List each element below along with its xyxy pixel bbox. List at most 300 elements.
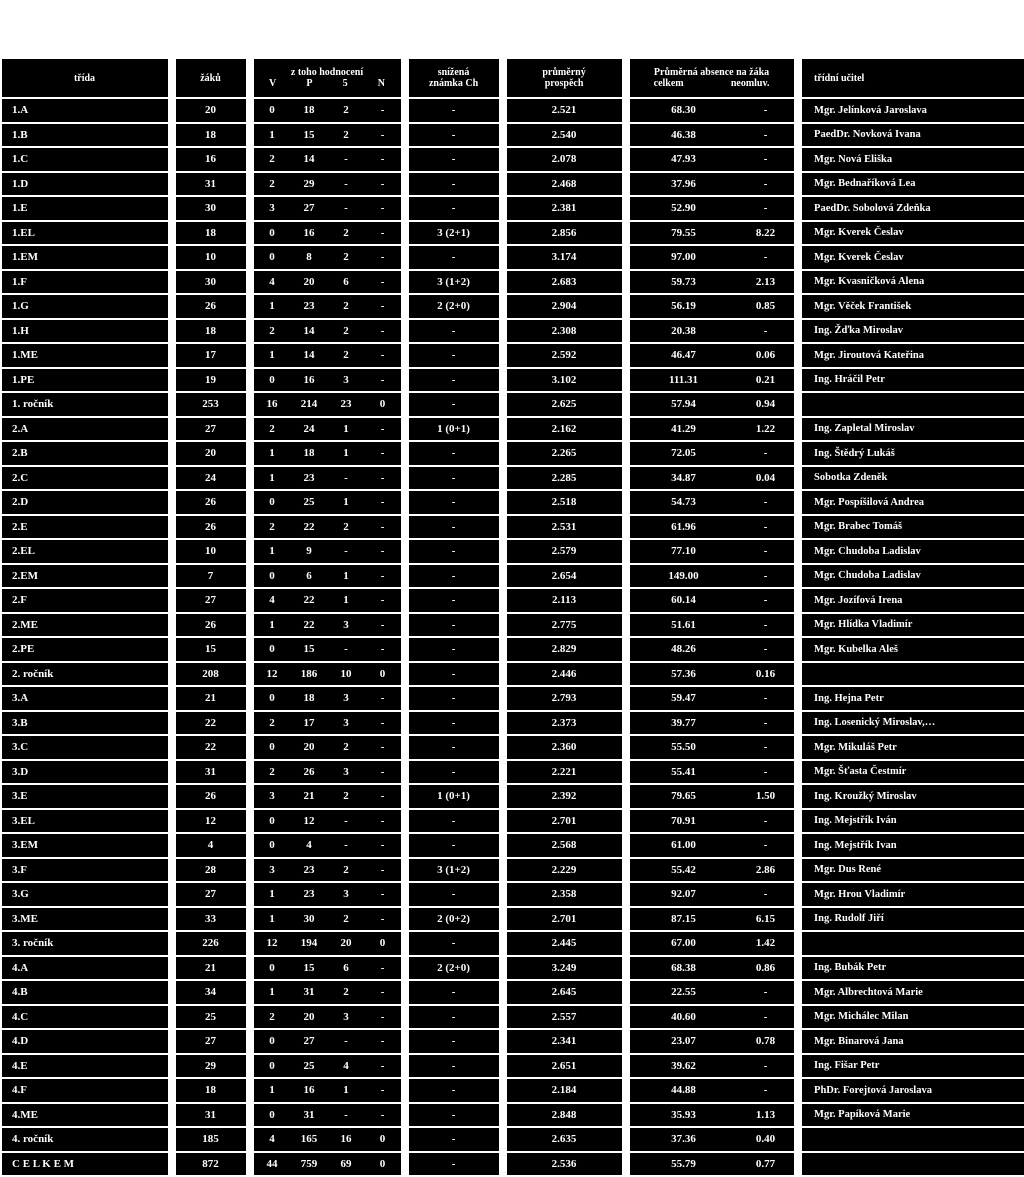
- pupils-cell: 25: [176, 1006, 246, 1029]
- absence-total-cell: 22.55: [630, 981, 738, 1004]
- teacher-cell: Mgr. Papíková Marie: [802, 1104, 1024, 1127]
- grade-5-cell: 3: [328, 369, 365, 392]
- grade-p-cell: 214: [291, 393, 328, 416]
- average-cell: 2.625: [507, 393, 622, 416]
- average-cell: 2.521: [507, 99, 622, 122]
- absence-unexcused-cell: -: [738, 173, 794, 196]
- grade-n-cell: -: [365, 810, 401, 833]
- average-cell: 2.285: [507, 467, 622, 490]
- average-cell: 2.445: [507, 932, 622, 955]
- grade-5-cell: 2: [328, 516, 365, 539]
- class-cell: 2.EL: [2, 540, 168, 563]
- grade-p-cell: 194: [291, 932, 328, 955]
- class-cell: 1.C: [2, 148, 168, 171]
- teacher-cell: Ing. Fišar Petr: [802, 1055, 1024, 1078]
- grade-5-cell: 69: [328, 1153, 365, 1176]
- grade-5-cell: 3: [328, 614, 365, 637]
- class-cell: 3.EM: [2, 834, 168, 857]
- teacher-cell: Mgr. Kverek Česlav: [802, 246, 1024, 269]
- table-row: [2, 614, 1024, 637]
- grade-n-cell: -: [365, 516, 401, 539]
- grade-5-cell: -: [328, 834, 365, 857]
- average-cell: 2.856: [507, 222, 622, 245]
- table-row: [2, 369, 1024, 392]
- grade-v-cell: 0: [254, 687, 291, 710]
- class-cell: 1. ročník: [2, 393, 168, 416]
- absence-unexcused-cell: -: [738, 99, 794, 122]
- teacher-cell: Mgr. Mikuláš Petr: [802, 736, 1024, 759]
- grade-p-cell: 29: [291, 173, 328, 196]
- behaviour-grade-cell: -: [409, 834, 499, 857]
- absence-total-cell: 35.93: [630, 1104, 738, 1127]
- grade-5-cell: 2: [328, 859, 365, 882]
- absence-total-cell: 59.47: [630, 687, 738, 710]
- absence-unexcused-cell: -: [738, 589, 794, 612]
- grade-v-cell: 3: [254, 197, 291, 220]
- grade-p-cell: 4: [291, 834, 328, 857]
- teacher-cell: Sobotka Zdeněk: [802, 467, 1024, 490]
- class-cell: 1.PE: [2, 369, 168, 392]
- absence-unexcused-cell: 0.78: [738, 1030, 794, 1053]
- grade-5-cell: 3: [328, 712, 365, 735]
- absence-total-cell: 68.38: [630, 957, 738, 980]
- table-row: [2, 589, 1024, 612]
- table-row: [2, 1030, 1024, 1053]
- grade-5-cell: 6: [328, 957, 365, 980]
- teacher-cell: Mgr. Šťasta Čestmír: [802, 761, 1024, 784]
- absence-unexcused-cell: 1.22: [738, 418, 794, 441]
- teacher-cell: Mgr. Jozífová Irena: [802, 589, 1024, 612]
- table-row: [2, 736, 1024, 759]
- grade-p-cell: 27: [291, 1030, 328, 1053]
- absence-total-cell: 70.91: [630, 810, 738, 833]
- behaviour-grade-cell: -: [409, 393, 499, 416]
- absence-unexcused-cell: -: [738, 148, 794, 171]
- pupils-cell: 27: [176, 589, 246, 612]
- absence-total-cell: 57.94: [630, 393, 738, 416]
- absence-total-cell: 77.10: [630, 540, 738, 563]
- pupils-cell: 26: [176, 614, 246, 637]
- average-cell: 2.162: [507, 418, 622, 441]
- grade-5-cell: -: [328, 148, 365, 171]
- average-cell: 2.683: [507, 271, 622, 294]
- grade-n-cell: -: [365, 761, 401, 784]
- absence-total-cell: 149.00: [630, 565, 738, 588]
- average-cell: 2.579: [507, 540, 622, 563]
- absence-total-cell: 61.96: [630, 516, 738, 539]
- grade-p-cell: 18: [291, 687, 328, 710]
- grade-n-cell: 0: [365, 932, 401, 955]
- grade-5-cell: 2: [328, 124, 365, 147]
- class-cell: 4.ME: [2, 1104, 168, 1127]
- absence-total-cell: 61.00: [630, 834, 738, 857]
- class-cell: 1.A: [2, 99, 168, 122]
- absence-total-cell: 92.07: [630, 883, 738, 906]
- behaviour-grade-cell: -: [409, 1128, 499, 1151]
- average-cell: 2.265: [507, 442, 622, 465]
- pupils-cell: 26: [176, 491, 246, 514]
- summary-row: [2, 663, 1024, 686]
- absence-total-cell: 59.73: [630, 271, 738, 294]
- pupils-cell: 208: [176, 663, 246, 686]
- grade-p-cell: 23: [291, 295, 328, 318]
- grade-v-cell: 2: [254, 761, 291, 784]
- pupils-cell: 31: [176, 173, 246, 196]
- grade-5-cell: 2: [328, 222, 365, 245]
- behaviour-grade-cell: -: [409, 1153, 499, 1176]
- behaviour-grade-cell: -: [409, 810, 499, 833]
- absence-unexcused-cell: -: [738, 712, 794, 735]
- grade-v-cell: 0: [254, 1055, 291, 1078]
- average-cell: 2.518: [507, 491, 622, 514]
- behaviour-grade-cell: -: [409, 1055, 499, 1078]
- grade-v-cell: 1: [254, 295, 291, 318]
- grade-n-cell: -: [365, 246, 401, 269]
- grade-v-cell: 0: [254, 957, 291, 980]
- table-row: [2, 99, 1024, 122]
- absence-unexcused-cell: -: [738, 442, 794, 465]
- grade-5-cell: 3: [328, 1006, 365, 1029]
- grade-v-cell: 0: [254, 99, 291, 122]
- grade-5-cell: -: [328, 1030, 365, 1053]
- average-cell: 3.249: [507, 957, 622, 980]
- table-row: [2, 761, 1024, 784]
- grade-p-cell: 759: [291, 1153, 328, 1176]
- grade-n-cell: 0: [365, 663, 401, 686]
- grade-v-cell: 12: [254, 932, 291, 955]
- class-cell: 3.G: [2, 883, 168, 906]
- pupils-cell: 30: [176, 271, 246, 294]
- grade-n-cell: -: [365, 638, 401, 661]
- pupils-cell: 185: [176, 1128, 246, 1151]
- grade-p-cell: 15: [291, 638, 328, 661]
- class-cell: 3.E: [2, 785, 168, 808]
- behaviour-grade-cell: -: [409, 687, 499, 710]
- pupils-cell: 4: [176, 834, 246, 857]
- teacher-cell: Mgr. Chudoba Ladislav: [802, 540, 1024, 563]
- grade-p-cell: 15: [291, 124, 328, 147]
- grade-5-cell: 1: [328, 442, 365, 465]
- class-cell: 2.C: [2, 467, 168, 490]
- grade-n-cell: 0: [365, 393, 401, 416]
- absence-unexcused-cell: -: [738, 736, 794, 759]
- grade-p-cell: 16: [291, 1079, 328, 1102]
- absence-total-cell: 54.73: [630, 491, 738, 514]
- average-cell: 2.446: [507, 663, 622, 686]
- absence-total-cell: 46.38: [630, 124, 738, 147]
- behaviour-grade-cell: -: [409, 320, 499, 343]
- teacher-cell: PaedDr. Novková Ivana: [802, 124, 1024, 147]
- grade-p-cell: 25: [291, 1055, 328, 1078]
- average-cell: 2.540: [507, 124, 622, 147]
- grade-v-cell: 2: [254, 418, 291, 441]
- behaviour-grade-cell: -: [409, 932, 499, 955]
- summary-row: [2, 932, 1024, 955]
- absence-unexcused-cell: -: [738, 1055, 794, 1078]
- grade-n-cell: -: [365, 785, 401, 808]
- grade-p-cell: 165: [291, 1128, 328, 1151]
- teacher-cell: Mgr. Kubelka Aleš: [802, 638, 1024, 661]
- absence-total-cell: 51.61: [630, 614, 738, 637]
- pupils-cell: 18: [176, 1079, 246, 1102]
- grade-v-cell: 1: [254, 124, 291, 147]
- pupils-cell: 10: [176, 540, 246, 563]
- average-cell: 2.775: [507, 614, 622, 637]
- class-cell: 2.ME: [2, 614, 168, 637]
- header-average: průměrný prospěch: [507, 59, 622, 97]
- pupils-cell: 12: [176, 810, 246, 833]
- grade-5-cell: 3: [328, 883, 365, 906]
- teacher-cell: Ing. Žďka Miroslav: [802, 320, 1024, 343]
- grade-v-cell: 44: [254, 1153, 291, 1176]
- teacher-cell: Ing. Zapletal Miroslav: [802, 418, 1024, 441]
- grade-n-cell: -: [365, 344, 401, 367]
- table-row: [2, 981, 1024, 1004]
- grade-p-cell: 26: [291, 761, 328, 784]
- average-cell: 2.592: [507, 344, 622, 367]
- summary-row: [2, 1153, 1024, 1176]
- behaviour-grade-cell: -: [409, 516, 499, 539]
- grade-v-cell: 1: [254, 442, 291, 465]
- average-cell: 2.308: [507, 320, 622, 343]
- grade-v-cell: 2: [254, 516, 291, 539]
- average-cell: 2.904: [507, 295, 622, 318]
- table-row: [2, 908, 1024, 931]
- teacher-cell: [802, 932, 1024, 955]
- absence-total-cell: 57.36: [630, 663, 738, 686]
- pupils-cell: 29: [176, 1055, 246, 1078]
- grade-v-cell: 1: [254, 540, 291, 563]
- class-cell: 4.C: [2, 1006, 168, 1029]
- behaviour-grade-cell: -: [409, 246, 499, 269]
- table-row: [2, 957, 1024, 980]
- grade-v-cell: 12: [254, 663, 291, 686]
- grade-v-cell: 1: [254, 344, 291, 367]
- absence-unexcused-cell: -: [738, 981, 794, 1004]
- grade-p-cell: 18: [291, 442, 328, 465]
- absence-total-cell: 55.79: [630, 1153, 738, 1176]
- absence-unexcused-cell: -: [738, 197, 794, 220]
- teacher-cell: Mgr. Hrou Vladimír: [802, 883, 1024, 906]
- behaviour-grade-cell: 2 (2+0): [409, 295, 499, 318]
- grade-v-cell: 4: [254, 1128, 291, 1151]
- grade-5-cell: -: [328, 1104, 365, 1127]
- grade-5-cell: 2: [328, 99, 365, 122]
- grade-n-cell: -: [365, 148, 401, 171]
- behaviour-grade-cell: -: [409, 638, 499, 661]
- average-cell: 3.174: [507, 246, 622, 269]
- behaviour-grade-cell: -: [409, 663, 499, 686]
- teacher-cell: Mgr. Dus René: [802, 859, 1024, 882]
- behaviour-grade-cell: -: [409, 491, 499, 514]
- behaviour-grade-cell: -: [409, 712, 499, 735]
- pupils-cell: 17: [176, 344, 246, 367]
- grade-n-cell: -: [365, 271, 401, 294]
- grade-n-cell: -: [365, 197, 401, 220]
- table-row: [2, 197, 1024, 220]
- absence-unexcused-cell: -: [738, 761, 794, 784]
- absence-unexcused-cell: -: [738, 614, 794, 637]
- grade-n-cell: -: [365, 467, 401, 490]
- absence-unexcused-cell: -: [738, 540, 794, 563]
- class-cell: C E L K E M: [2, 1153, 168, 1176]
- behaviour-grade-cell: 1 (0+1): [409, 785, 499, 808]
- grade-v-cell: 1: [254, 467, 291, 490]
- absence-unexcused-cell: 1.13: [738, 1104, 794, 1127]
- behaviour-grade-cell: -: [409, 148, 499, 171]
- teacher-cell: Ing. Mejstřík Iván: [802, 810, 1024, 833]
- behaviour-grade-cell: -: [409, 1006, 499, 1029]
- pupils-cell: 872: [176, 1153, 246, 1176]
- pupils-cell: 18: [176, 320, 246, 343]
- table-row: [2, 124, 1024, 147]
- behaviour-grade-cell: -: [409, 540, 499, 563]
- absence-total-cell: 79.65: [630, 785, 738, 808]
- average-cell: 2.793: [507, 687, 622, 710]
- pupils-cell: 16: [176, 148, 246, 171]
- class-cell: 4.A: [2, 957, 168, 980]
- grade-5-cell: 2: [328, 785, 365, 808]
- grade-v-cell: 0: [254, 565, 291, 588]
- grade-p-cell: 23: [291, 883, 328, 906]
- teacher-cell: Mgr. Nová Eliška: [802, 148, 1024, 171]
- grade-n-cell: -: [365, 687, 401, 710]
- average-cell: 2.358: [507, 883, 622, 906]
- grade-v-cell: 16: [254, 393, 291, 416]
- behaviour-grade-cell: -: [409, 344, 499, 367]
- class-cell: 2.A: [2, 418, 168, 441]
- grade-n-cell: -: [365, 540, 401, 563]
- absence-unexcused-cell: -: [738, 1079, 794, 1102]
- absence-total-cell: 60.14: [630, 589, 738, 612]
- grade-5-cell: 1: [328, 565, 365, 588]
- class-cell: 3.B: [2, 712, 168, 735]
- absence-unexcused-cell: 0.94: [738, 393, 794, 416]
- teacher-cell: Ing. Hejna Petr: [802, 687, 1024, 710]
- grade-n-cell: -: [365, 981, 401, 1004]
- behaviour-grade-cell: -: [409, 197, 499, 220]
- grade-n-cell: -: [365, 491, 401, 514]
- absence-total-cell: 68.30: [630, 99, 738, 122]
- grade-v-cell: 0: [254, 369, 291, 392]
- class-cell: 1.D: [2, 173, 168, 196]
- absence-unexcused-cell: 0.21: [738, 369, 794, 392]
- grade-v-cell: 2: [254, 1006, 291, 1029]
- teacher-cell: PhDr. Forejtová Jaroslava: [802, 1079, 1024, 1102]
- table-row: [2, 344, 1024, 367]
- absence-total-cell: 46.47: [630, 344, 738, 367]
- grade-v-cell: 2: [254, 148, 291, 171]
- absence-total-cell: 87.15: [630, 908, 738, 931]
- absence-unexcused-cell: -: [738, 1006, 794, 1029]
- average-cell: 2.645: [507, 981, 622, 1004]
- behaviour-grade-cell: 2 (2+0): [409, 957, 499, 980]
- class-cell: 2.D: [2, 491, 168, 514]
- behaviour-grade-cell: -: [409, 99, 499, 122]
- teacher-cell: Mgr. Hlídka Vladimír: [802, 614, 1024, 637]
- absence-unexcused-cell: 2.86: [738, 859, 794, 882]
- grade-p-cell: 31: [291, 981, 328, 1004]
- grade-n-cell: -: [365, 957, 401, 980]
- absence-total-cell: 55.41: [630, 761, 738, 784]
- grade-v-cell: 3: [254, 785, 291, 808]
- behaviour-grade-cell: -: [409, 761, 499, 784]
- behaviour-grade-cell: -: [409, 369, 499, 392]
- grade-5-cell: 1: [328, 589, 365, 612]
- table-row: [2, 834, 1024, 857]
- class-cell: 3.EL: [2, 810, 168, 833]
- class-cell: 1.EM: [2, 246, 168, 269]
- teacher-cell: Mgr. Binarová Jana: [802, 1030, 1024, 1053]
- grade-5-cell: -: [328, 173, 365, 196]
- absence-unexcused-cell: -: [738, 883, 794, 906]
- absence-total-cell: 39.62: [630, 1055, 738, 1078]
- grade-p-cell: 15: [291, 957, 328, 980]
- grade-5-cell: -: [328, 810, 365, 833]
- absence-unexcused-cell: 0.40: [738, 1128, 794, 1151]
- pupils-cell: 31: [176, 1104, 246, 1127]
- class-cell: 3.C: [2, 736, 168, 759]
- teacher-cell: [802, 393, 1024, 416]
- header-teacher: třídní učitel: [802, 59, 1024, 97]
- average-cell: 2.654: [507, 565, 622, 588]
- table-row: [2, 516, 1024, 539]
- class-cell: 4.D: [2, 1030, 168, 1053]
- grade-n-cell: -: [365, 1006, 401, 1029]
- grade-p-cell: 12: [291, 810, 328, 833]
- header-class: třída: [2, 59, 168, 97]
- behaviour-grade-cell: 3 (1+2): [409, 271, 499, 294]
- average-cell: 2.078: [507, 148, 622, 171]
- grade-n-cell: -: [365, 418, 401, 441]
- grade-n-cell: -: [365, 736, 401, 759]
- pupils-cell: 7: [176, 565, 246, 588]
- absence-unexcused-cell: 0.06: [738, 344, 794, 367]
- absence-unexcused-cell: -: [738, 320, 794, 343]
- teacher-cell: Ing. Bubák Petr: [802, 957, 1024, 980]
- average-cell: 2.829: [507, 638, 622, 661]
- grade-p-cell: 20: [291, 1006, 328, 1029]
- pupils-cell: 24: [176, 467, 246, 490]
- teacher-cell: Mgr. Kvasničková Alena: [802, 271, 1024, 294]
- class-cell: 3. ročník: [2, 932, 168, 955]
- absence-total-cell: 23.07: [630, 1030, 738, 1053]
- grade-v-cell: 1: [254, 981, 291, 1004]
- table-row: [2, 246, 1024, 269]
- behaviour-grade-cell: 2 (0+2): [409, 908, 499, 931]
- behaviour-grade-cell: -: [409, 1030, 499, 1053]
- teacher-cell: [802, 663, 1024, 686]
- grade-v-cell: 0: [254, 491, 291, 514]
- absence-total-cell: 47.93: [630, 148, 738, 171]
- grade-n-cell: -: [365, 589, 401, 612]
- absence-total-cell: 44.88: [630, 1079, 738, 1102]
- pupils-cell: 19: [176, 369, 246, 392]
- grade-5-cell: 10: [328, 663, 365, 686]
- average-cell: 2.531: [507, 516, 622, 539]
- class-cell: 1.B: [2, 124, 168, 147]
- grade-v-cell: 4: [254, 271, 291, 294]
- absence-total-cell: 41.29: [630, 418, 738, 441]
- grade-5-cell: 2: [328, 344, 365, 367]
- teacher-cell: Mgr. Kverek Česlav: [802, 222, 1024, 245]
- teacher-cell: Mgr. Věček František: [802, 295, 1024, 318]
- grade-5-cell: 2: [328, 908, 365, 931]
- grade-v-cell: 1: [254, 883, 291, 906]
- grade-v-cell: 0: [254, 1104, 291, 1127]
- pupils-cell: 18: [176, 124, 246, 147]
- class-cell: 1.E: [2, 197, 168, 220]
